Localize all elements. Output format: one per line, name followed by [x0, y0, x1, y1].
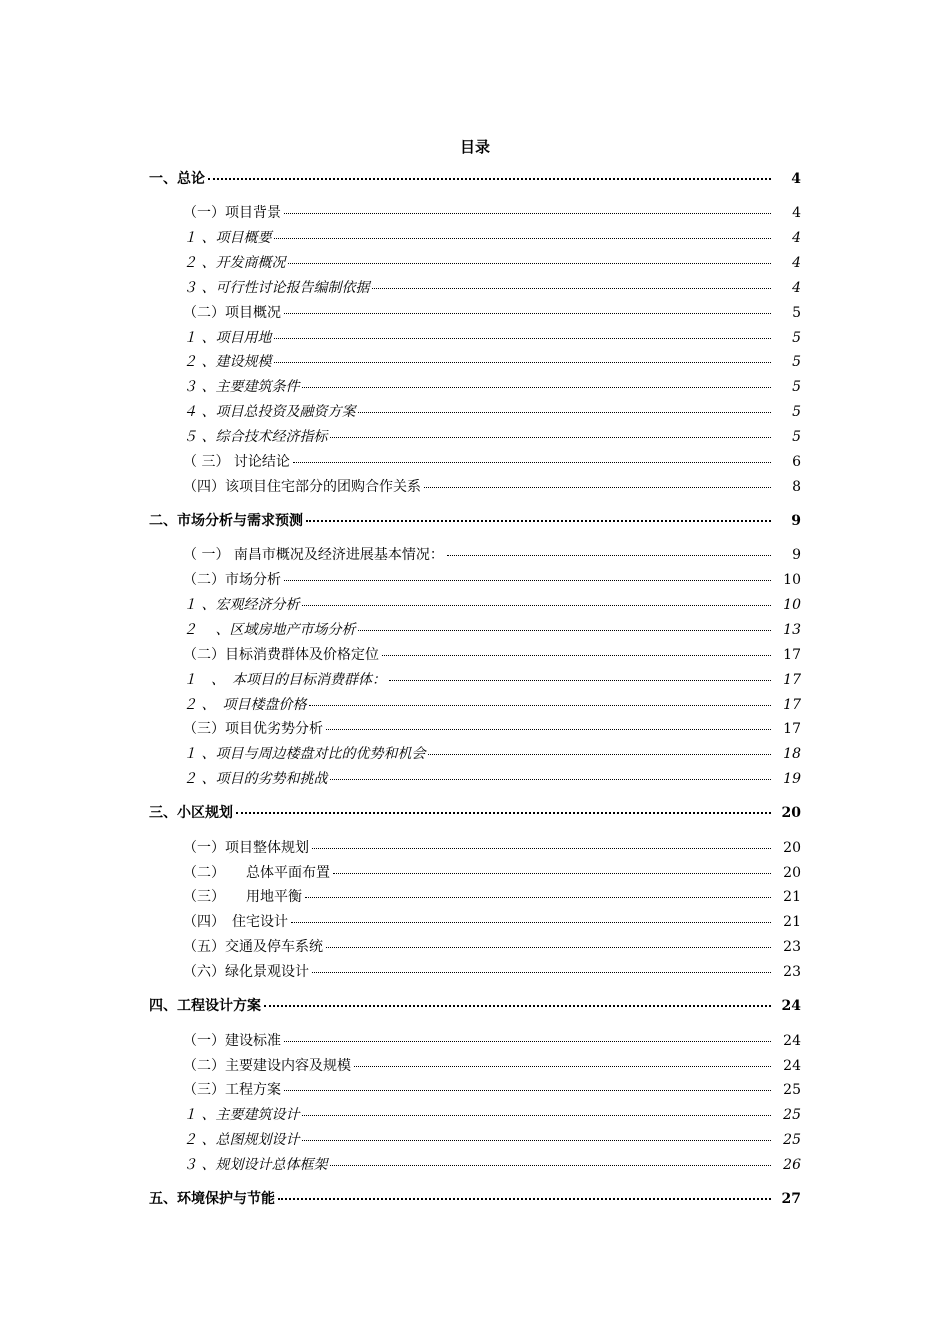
toc-entry-label: １ 、项目与周边楼盘对比的优势和机会 [183, 746, 426, 763]
toc-entry[interactable] [183, 227, 801, 249]
toc-entry-label: （二）市场分析 [183, 572, 281, 589]
toc-entry[interactable] [183, 594, 801, 616]
toc-entry-label: 四、工程设计方案 [149, 998, 261, 1015]
dot-leader [302, 1138, 771, 1141]
dot-leader [389, 678, 771, 681]
toc-page-number: 4 [792, 255, 801, 272]
dot-leader [447, 553, 771, 556]
toc-entry[interactable] [183, 376, 801, 398]
toc-page-number: 17 [783, 671, 801, 688]
toc-entry-label: （三）项目优劣势分析 [183, 721, 323, 738]
dot-leader [293, 460, 771, 463]
toc-heading[interactable] [149, 995, 801, 1017]
toc-entry[interactable] [183, 1055, 801, 1077]
toc-page-number: 8 [792, 478, 801, 495]
toc-entry-label: ２ 、建设规模 [183, 354, 272, 371]
toc-entry[interactable] [183, 743, 801, 765]
toc-entry[interactable] [183, 252, 801, 274]
toc-entry-label: （三）工程方案 [183, 1082, 281, 1099]
toc-page-number: 23 [783, 939, 801, 956]
toc-page-number: 9 [792, 547, 801, 564]
toc-entry-label: （四） 住宅设计 [183, 914, 288, 931]
dot-leader [326, 945, 771, 948]
toc-page-number: 27 [781, 1191, 801, 1208]
toc-page-number: 20 [781, 805, 801, 822]
toc-entry-label: （二）目标消费群体及价格定位 [183, 646, 379, 663]
toc-entry[interactable] [183, 544, 801, 566]
toc-entry-label: １ 、项目概要 [183, 230, 272, 247]
toc-page-number: 5 [792, 354, 801, 371]
dot-leader [428, 752, 771, 755]
toc-entry-label: （六）绿化景观设计 [183, 964, 309, 980]
page-title: 目录 [459, 138, 490, 156]
toc-page-number: 4 [792, 205, 801, 222]
toc-entry[interactable] [183, 426, 801, 448]
toc-entry-label: （ 一） 南昌市概况及经济进展基本情况： [183, 547, 444, 564]
toc-page-number: 5 [792, 329, 801, 346]
toc-entry[interactable] [183, 569, 801, 591]
toc-page-number: 21 [783, 914, 801, 931]
toc-entry[interactable] [183, 451, 801, 473]
toc-entry-label: （一）项目整体规划 [183, 839, 309, 856]
toc-entry[interactable] [183, 768, 801, 790]
dot-leader [326, 727, 771, 730]
toc-page-number: 4 [792, 279, 801, 296]
toc-heading[interactable] [149, 802, 801, 824]
toc-entry[interactable] [183, 202, 801, 224]
toc-page-number: 18 [783, 746, 801, 763]
toc-entry-label: 五、环境保护与节能 [149, 1191, 275, 1208]
toc-entry[interactable] [183, 961, 801, 983]
dot-leader [291, 920, 771, 923]
toc-entry-label: 三、小区规划 [149, 805, 233, 822]
toc-entry-label: １ 、 本项目的目标消费群体： [183, 671, 386, 688]
toc-entry-label: ３ 、主要建筑条件 [183, 379, 300, 396]
dot-leader [274, 360, 771, 363]
toc-heading[interactable] [149, 1188, 801, 1210]
dot-leader [330, 435, 771, 438]
dot-leader [284, 211, 771, 214]
toc-page-number: 10 [783, 597, 801, 614]
toc-entry[interactable] [183, 837, 801, 859]
toc-entry[interactable] [183, 644, 801, 666]
toc-entry[interactable] [183, 277, 801, 299]
toc-entry[interactable] [183, 327, 801, 349]
toc-entry-label: １ 、项目用地 [183, 329, 272, 346]
dot-leader [302, 603, 771, 606]
toc-entry-label: （四）该项目住宅部分的团购合作关系 [183, 478, 421, 495]
toc-page-number: 24 [781, 998, 801, 1015]
dot-leader [208, 176, 771, 180]
toc-page-number: 17 [783, 721, 801, 738]
toc-page-number: 19 [783, 771, 801, 788]
toc-page-number: 17 [783, 696, 801, 713]
toc-page-number: 25 [783, 1082, 801, 1099]
toc-entry-label: ２ 、 项目楼盘价格 [183, 696, 307, 713]
toc-entry-label: １ 、主要建筑设计 [183, 1107, 300, 1124]
toc-entry[interactable] [183, 1079, 801, 1101]
toc-entry-label: ２ 、开发商概况 [183, 255, 286, 272]
dot-leader [330, 777, 771, 780]
toc-entry[interactable] [183, 476, 801, 498]
toc-entry[interactable] [183, 886, 801, 908]
toc-entry-label: 一、总论 [149, 171, 205, 187]
toc-entry-label: （二） 总体平面布置 [183, 864, 330, 881]
toc-entry[interactable] [183, 1104, 801, 1126]
toc-entry[interactable] [183, 619, 801, 641]
toc-entry-label: ２ 、区域房地产市场分析 [183, 621, 356, 638]
dot-leader [372, 286, 771, 289]
dot-leader [236, 810, 771, 814]
dot-leader [305, 895, 771, 898]
dot-leader [302, 1113, 771, 1116]
toc-page-number: 5 [792, 429, 801, 445]
dot-leader [358, 410, 771, 413]
toc-entry-label: （一）建设标准 [183, 1032, 281, 1049]
toc-entry-label: （二）项目概况 [183, 304, 281, 321]
toc-entry-label: （三） 用地平衡 [183, 889, 302, 906]
toc-entry[interactable] [183, 694, 801, 716]
toc-page-number: 25 [783, 1107, 801, 1124]
toc-page-number: 17 [783, 646, 801, 663]
toc-entry-label: （二）主要建设内容及规模 [183, 1057, 351, 1074]
toc-page-number: 4 [792, 230, 801, 247]
dot-leader [284, 1088, 771, 1091]
dot-leader [264, 1003, 771, 1007]
toc-entry[interactable] [183, 302, 801, 324]
toc-entry[interactable] [183, 669, 801, 691]
toc-page-number: 13 [783, 621, 801, 638]
dot-leader [358, 628, 771, 631]
toc-page-number: 4 [791, 171, 801, 187]
dot-leader [284, 578, 771, 581]
dot-leader [424, 485, 771, 488]
dot-leader [284, 311, 771, 314]
toc-entry[interactable] [183, 936, 801, 958]
toc-entry[interactable] [183, 1129, 801, 1151]
toc-entry-label: ２ 、总图规划设计 [183, 1132, 300, 1149]
toc-page-number: 5 [792, 404, 801, 421]
dot-leader [382, 653, 771, 656]
toc-entry-label: １ 、宏观经济分析 [183, 597, 300, 614]
toc-entry-label: 二、市场分析与需求预测 [149, 513, 303, 530]
toc-page-number: 10 [783, 572, 801, 589]
toc-entry-label: ３ 、规划设计总体框架 [183, 1156, 328, 1173]
dot-leader [309, 703, 771, 706]
dot-leader [302, 385, 771, 388]
toc-page-number: 23 [783, 964, 801, 980]
toc-heading[interactable] [149, 510, 801, 532]
toc-entry-label: （五）交通及停车系统 [183, 939, 323, 956]
toc-entry[interactable] [183, 1154, 801, 1176]
toc-page-number: 5 [792, 379, 801, 396]
toc-page-number: 20 [783, 864, 801, 881]
toc-entry-label: ３ 、可行性讨论报告编制依据 [183, 279, 370, 296]
dot-leader [333, 871, 771, 874]
dot-leader [288, 261, 771, 264]
dot-leader [312, 970, 771, 973]
toc-page-number: 20 [783, 839, 801, 856]
toc-page-number: 25 [783, 1132, 801, 1149]
toc-entry-label: （一）项目背景 [183, 205, 281, 222]
toc-entry-label: ２ 、项目的劣势和挑战 [183, 771, 328, 788]
dot-leader [306, 518, 771, 522]
toc-entry[interactable] [183, 351, 801, 373]
dot-leader [354, 1064, 771, 1067]
toc-entry-label: ４ 、项目总投资及融资方案 [183, 404, 356, 421]
dot-leader [330, 1163, 771, 1166]
dot-leader [274, 236, 771, 239]
toc-page-number: 5 [792, 304, 801, 321]
toc-entry-label: ５ 、综合技术经济指标 [183, 429, 328, 445]
toc-page-number: 24 [783, 1057, 801, 1074]
toc-page-number: 26 [783, 1156, 801, 1173]
dot-leader [274, 336, 771, 339]
toc-entry[interactable] [183, 911, 801, 933]
toc-page-number: 21 [783, 889, 801, 906]
toc-entry-label: （ 三） 讨论结论 [183, 453, 290, 470]
toc-entry[interactable] [183, 401, 801, 423]
toc-entry[interactable] [183, 862, 801, 884]
toc-page-number: 9 [791, 513, 801, 530]
dot-leader [278, 1196, 771, 1200]
toc-page-number: 24 [783, 1032, 801, 1049]
dot-leader [284, 1039, 771, 1042]
dot-leader [312, 846, 771, 849]
toc-entry[interactable] [183, 1030, 801, 1052]
toc-heading[interactable] [149, 168, 801, 190]
toc-entry[interactable] [183, 718, 801, 740]
toc-page-number: 6 [792, 453, 801, 470]
